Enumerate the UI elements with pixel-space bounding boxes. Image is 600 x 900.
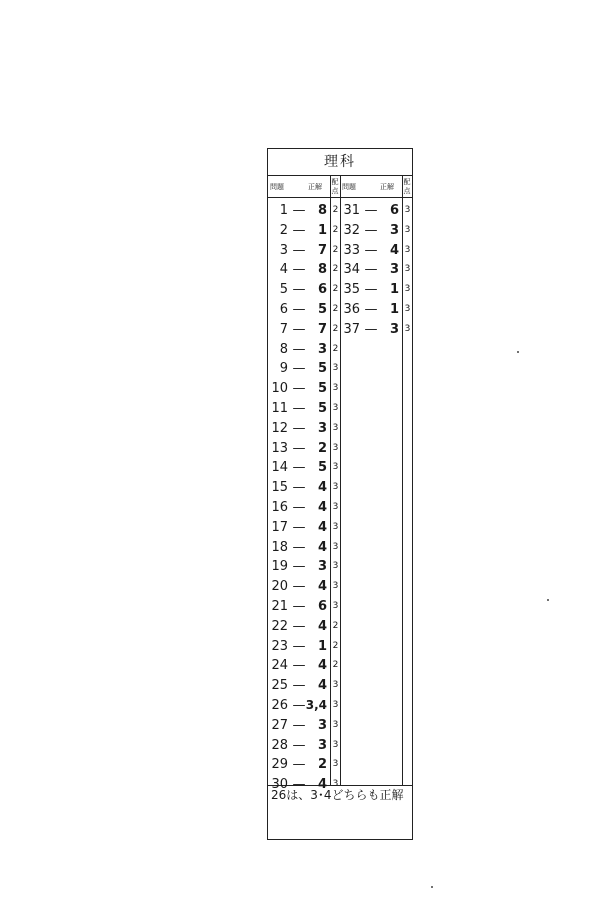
correct-answer: 4 [389, 242, 399, 258]
question-number: 7 [279, 321, 288, 337]
answer-row [270, 439, 327, 458]
answer-row [270, 340, 327, 359]
question-number: 33 [343, 242, 360, 258]
answer-row [270, 320, 327, 339]
dash-separator: — [364, 203, 378, 218]
answer-row [270, 518, 327, 537]
points-value: 3 [332, 442, 339, 453]
correct-answer: 4 [317, 480, 327, 496]
answer-row [270, 538, 327, 557]
answer-row [270, 637, 327, 656]
question-number: 21 [271, 599, 288, 614]
dash-separator: — [364, 222, 378, 238]
dash-separator: — [292, 698, 306, 713]
dash-separator: — [364, 282, 378, 298]
correct-answer: 7 [317, 321, 327, 337]
correct-answer: 1 [317, 222, 327, 238]
points-value: 2 [332, 284, 339, 295]
answer-row [342, 320, 399, 339]
answer-row [270, 755, 327, 774]
points-value: 2 [332, 660, 339, 671]
question-number: 14 [271, 460, 288, 476]
dash-separator: — [292, 242, 306, 258]
correct-answer: 3 [317, 737, 327, 753]
points-value: 3 [332, 759, 339, 770]
answer-row [270, 419, 327, 438]
subject-title: 理科 [324, 154, 356, 170]
answer-row [270, 458, 327, 477]
dash-separator: — [292, 302, 306, 317]
points-value: 2 [332, 640, 339, 651]
points-value: 3 [332, 680, 339, 691]
question-number: 23 [271, 638, 288, 654]
dash-separator: — [292, 658, 306, 674]
correct-answer: 2 [317, 440, 327, 456]
answer-row [270, 736, 327, 755]
answer-row [270, 696, 327, 715]
points-value: 3 [404, 205, 411, 215]
header-answer-2: 正解 [380, 183, 394, 191]
correct-answer: 4 [317, 539, 327, 555]
answer-row [270, 597, 327, 616]
answer-row [270, 478, 327, 497]
dash-separator: — [292, 500, 306, 515]
points-value: 2 [332, 244, 339, 255]
points-value: 3 [332, 779, 339, 790]
dash-separator: — [292, 460, 306, 476]
points-value: 3 [332, 482, 339, 493]
header-points-bottom-2: 点 [403, 187, 411, 195]
correct-answer: 1 [389, 282, 399, 298]
answer-row [270, 577, 327, 596]
question-number: 26 [271, 698, 288, 713]
points-value: 3 [404, 224, 411, 235]
dash-separator: — [292, 262, 306, 278]
dash-separator: — [292, 420, 306, 436]
dash-separator: — [364, 242, 378, 258]
dash-separator: — [292, 381, 306, 397]
question-number: 8 [279, 341, 288, 357]
answer-row [342, 260, 399, 279]
dash-separator: — [292, 737, 306, 753]
correct-answer: 4 [317, 658, 327, 674]
dash-separator: — [292, 401, 306, 416]
dash-separator: — [292, 321, 306, 337]
scan-speck [547, 599, 549, 601]
correct-answer: 4 [317, 500, 327, 515]
dash-separator: — [292, 638, 306, 654]
question-number: 10 [271, 381, 288, 397]
dash-separator: — [364, 302, 378, 317]
answer-row [342, 300, 399, 319]
correct-answer: 5 [317, 460, 327, 476]
answer-row [270, 260, 327, 279]
question-number: 30 [271, 777, 288, 793]
scan-speck [517, 351, 519, 353]
answer-row [270, 379, 327, 398]
header-question-2: 問題 [342, 183, 356, 191]
points-value: 3 [332, 541, 339, 552]
dash-separator: — [292, 599, 306, 614]
points-value: 3 [332, 502, 339, 512]
answer-row [342, 280, 399, 299]
question-number: 27 [271, 717, 288, 733]
answer-row [342, 201, 399, 220]
points-value: 3 [332, 422, 339, 433]
correct-answer: 4 [317, 618, 327, 634]
points-value: 3 [332, 739, 339, 750]
answer-row [270, 557, 327, 576]
question-number: 6 [279, 302, 288, 317]
correct-answer: 3 [317, 341, 327, 357]
correct-answer: 4 [317, 519, 327, 535]
correct-answer: 1 [317, 638, 327, 654]
correct-answer: 6 [389, 203, 399, 218]
dash-separator: — [292, 222, 306, 238]
correct-answer: 8 [317, 203, 327, 218]
correct-answer: 4 [317, 579, 327, 595]
points-value: 2 [332, 304, 339, 314]
correct-answer: 1 [389, 302, 399, 317]
dash-separator: — [292, 480, 306, 496]
points-value: 3 [332, 700, 339, 710]
question-number: 9 [279, 361, 288, 377]
points-value: 3 [332, 462, 339, 473]
points-value: 3 [404, 264, 411, 275]
dash-separator: — [292, 341, 306, 357]
question-number: 34 [343, 262, 360, 278]
correct-answer: 5 [317, 361, 327, 377]
correct-answer: 2 [317, 757, 327, 773]
points-value: 3 [332, 521, 339, 532]
dash-separator: — [364, 262, 378, 278]
question-number: 18 [271, 539, 288, 555]
question-number: 28 [271, 737, 288, 753]
header-points-top: 配 [331, 178, 339, 186]
question-number: 25 [271, 678, 288, 694]
dash-separator: — [292, 678, 306, 694]
correct-answer: 4 [317, 777, 327, 793]
question-number: 2 [279, 222, 288, 238]
question-number: 3 [279, 242, 288, 258]
correct-answer: 3 [317, 420, 327, 436]
answer-row [270, 617, 327, 636]
question-number: 12 [271, 420, 288, 436]
header-points-bottom: 点 [331, 187, 339, 195]
question-number: 22 [271, 618, 288, 634]
correct-answer: 5 [317, 302, 327, 317]
points-value: 3 [332, 581, 339, 592]
correct-answer: 7 [317, 242, 327, 258]
dash-separator: — [292, 757, 306, 773]
question-number: 5 [279, 282, 288, 298]
correct-answer: 6 [317, 282, 327, 298]
question-number: 35 [343, 282, 360, 298]
question-number: 36 [343, 302, 360, 317]
points-value: 2 [332, 264, 339, 275]
dash-separator: — [292, 777, 306, 793]
dash-separator: — [292, 559, 306, 575]
points-value: 2 [332, 205, 339, 215]
points-value: 3 [404, 244, 411, 255]
answer-key-table [267, 148, 413, 840]
correct-answer: 3 [317, 717, 327, 733]
dash-separator: — [292, 440, 306, 456]
points-value: 3 [332, 601, 339, 611]
question-number: 11 [271, 401, 288, 416]
question-number: 17 [271, 519, 288, 535]
points-value: 3 [332, 363, 339, 374]
correct-answer: 5 [317, 381, 327, 397]
correct-answer: 4 [317, 678, 327, 694]
dash-separator: — [292, 519, 306, 535]
footnote: 26は、3･4どちらも正解 [271, 788, 404, 802]
question-number: 1 [279, 203, 288, 218]
points-value: 3 [332, 719, 339, 730]
question-number: 4 [279, 262, 288, 278]
question-number: 13 [271, 440, 288, 456]
answer-row [270, 241, 327, 260]
correct-answer: 6 [317, 599, 327, 614]
column-divider [340, 175, 341, 785]
correct-answer: 3 [317, 559, 327, 575]
question-number: 37 [343, 321, 360, 337]
header-question: 問題 [270, 183, 284, 191]
points-value: 3 [332, 561, 339, 572]
points-value: 3 [404, 284, 411, 295]
question-number: 19 [271, 559, 288, 575]
answer-row [270, 359, 327, 378]
question-number: 16 [271, 500, 288, 515]
question-number: 15 [271, 480, 288, 496]
dash-separator: — [364, 321, 378, 337]
points-value: 3 [404, 304, 411, 314]
header-answer: 正解 [308, 183, 322, 191]
answer-row [270, 221, 327, 240]
correct-answer: 8 [317, 262, 327, 278]
correct-answer: 3 [389, 321, 399, 337]
question-number: 32 [343, 222, 360, 238]
dash-separator: — [292, 579, 306, 595]
correct-answer: 3,4 [305, 698, 327, 712]
points-value: 2 [332, 323, 339, 334]
question-number: 29 [271, 757, 288, 773]
answer-row [270, 498, 327, 517]
answer-row [270, 280, 327, 299]
answer-row [270, 676, 327, 695]
answer-row [270, 399, 327, 418]
dash-separator: — [292, 539, 306, 555]
answer-row [270, 716, 327, 735]
question-number: 24 [271, 658, 288, 674]
points-value: 2 [332, 620, 339, 631]
answer-row [342, 221, 399, 240]
dash-separator: — [292, 361, 306, 377]
dash-separator: — [292, 203, 306, 218]
scan-speck [431, 886, 433, 888]
answer-row [342, 241, 399, 260]
answer-row [270, 201, 327, 220]
correct-answer: 3 [389, 222, 399, 238]
points-value: 2 [332, 224, 339, 235]
header-points-top-2: 配 [403, 178, 411, 186]
question-number: 20 [271, 579, 288, 595]
dash-separator: — [292, 282, 306, 298]
dash-separator: — [292, 717, 306, 733]
points-value: 3 [404, 323, 411, 334]
answer-row [270, 300, 327, 319]
correct-answer: 3 [389, 262, 399, 278]
answer-row [270, 656, 327, 675]
points-value: 2 [332, 343, 339, 354]
correct-answer: 5 [317, 401, 327, 416]
points-value: 3 [332, 403, 339, 413]
points-value: 3 [332, 383, 339, 394]
question-number: 31 [343, 203, 360, 218]
dash-separator: — [292, 618, 306, 634]
